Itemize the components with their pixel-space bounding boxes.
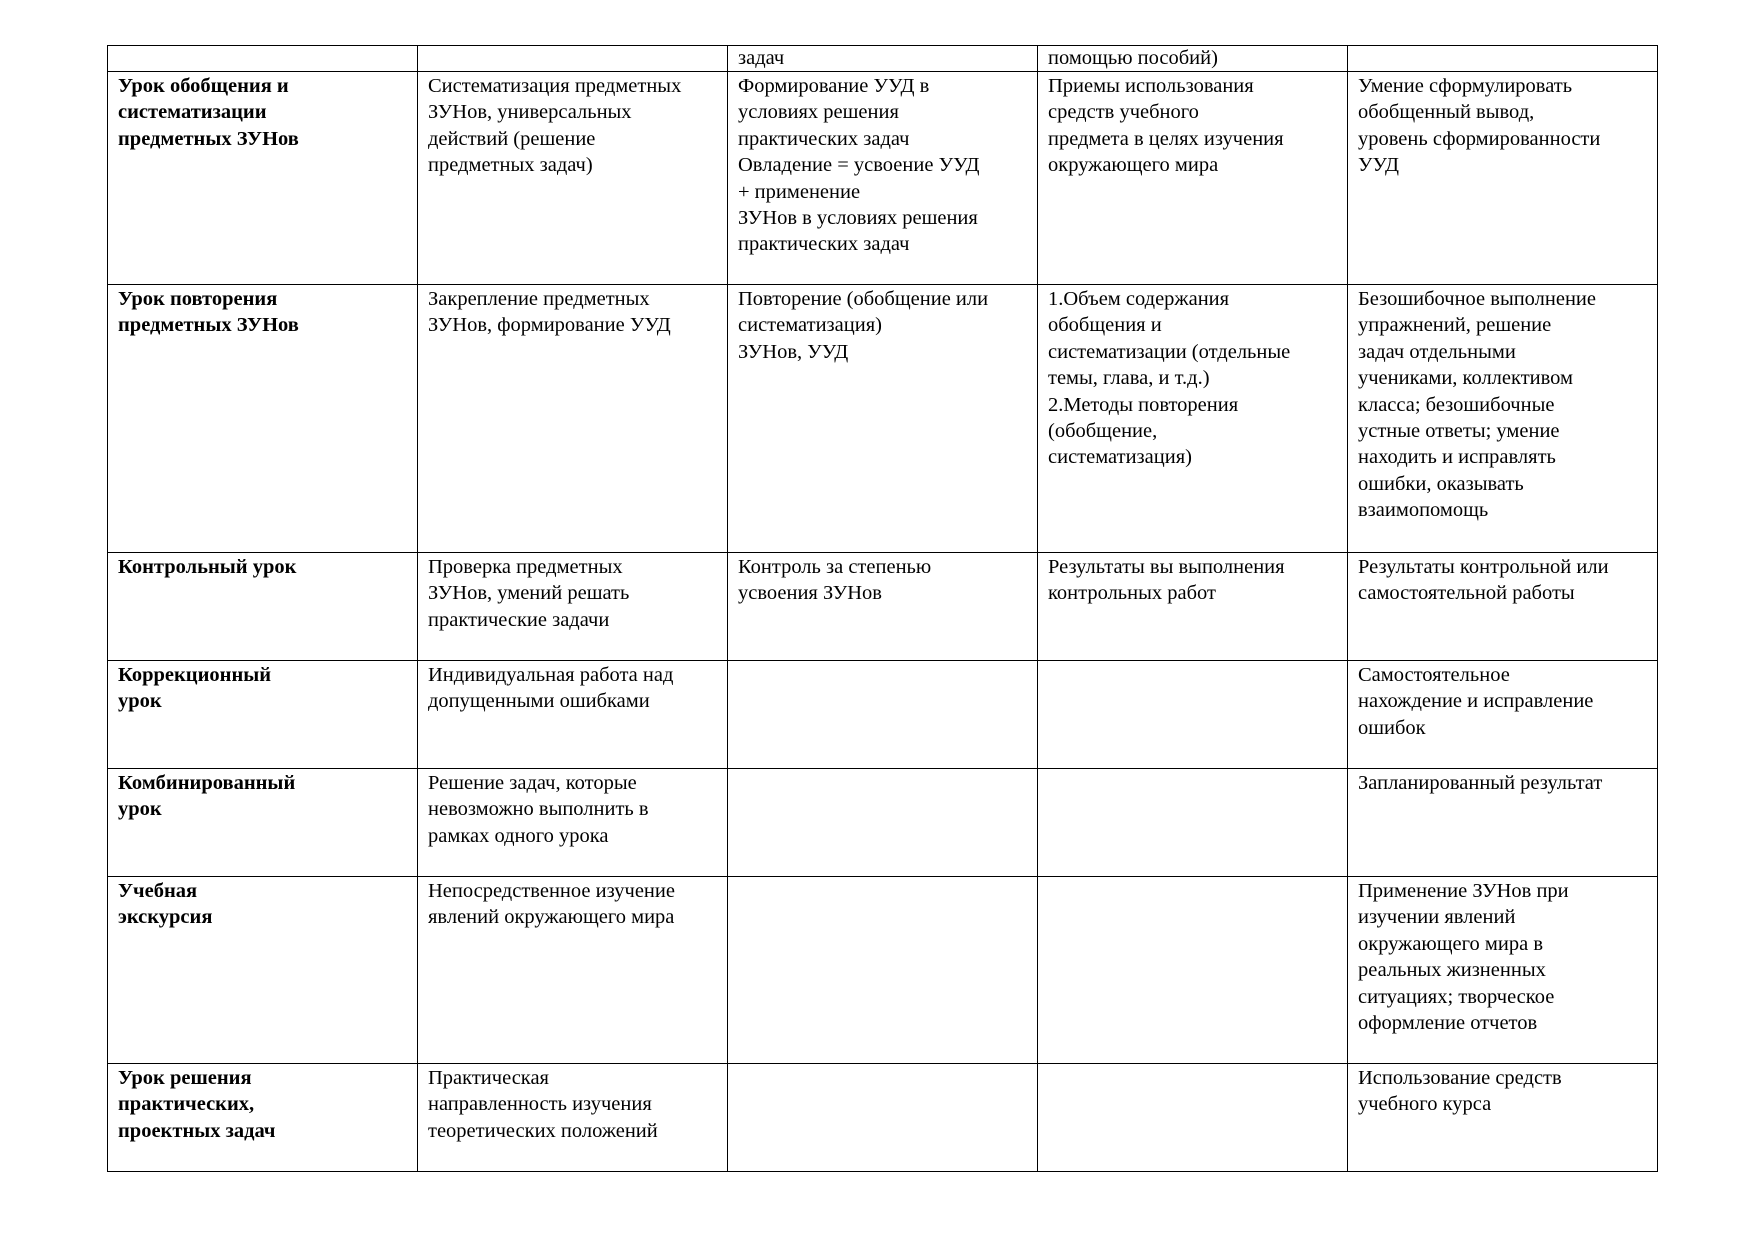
table-row [108, 553, 1658, 661]
cell-result: Результаты контрольной или самостоятельной работы [1348, 553, 1658, 661]
cell-goal: Проверка предметных ЗУНов, умений решать практические задачи [418, 553, 728, 661]
cell-content: Контроль за степенью усвоения ЗУНов [728, 553, 1038, 661]
cell-lesson-type: Контрольный урок [108, 553, 418, 661]
cell-methods [1038, 661, 1348, 769]
cell-content: Формирование УУД в условиях решения практических задач Овладение = усвоение УУД + применение ЗУНов в условиях решения практических задач [728, 72, 1038, 285]
cell-result: Умение сформулировать обобщенный вывод, уровень сформированности УУД [1348, 72, 1658, 285]
cell-result: Применение ЗУНов при изучении явлений окружающего мира в реальных жизненных ситуациях; творческое оформление отчетов [1348, 877, 1658, 1064]
table-row [108, 877, 1658, 1064]
cell-methods [1038, 1064, 1348, 1172]
cell-content: задач [728, 46, 1038, 72]
table-row [108, 661, 1658, 769]
table-row [108, 1064, 1658, 1172]
cell-content: Повторение (обобщение или систематизация) ЗУНов, УУД [728, 285, 1038, 553]
table-row [108, 72, 1658, 285]
cell-content [728, 1064, 1038, 1172]
cell-lesson-type: Комбинированный урок [108, 769, 418, 877]
cell-goal: Решение задач, которые невозможно выполнить в рамках одного урока [418, 769, 728, 877]
cell-content [728, 769, 1038, 877]
cell-lesson-type: Урок обобщения и систематизации предметных ЗУНов [108, 72, 418, 285]
cell-lesson-type: Урок повторения предметных ЗУНов [108, 285, 418, 553]
cell-lesson-type: Учебная экскурсия [108, 877, 418, 1064]
cell-methods: Результаты вы выполнения контрольных работ [1038, 553, 1348, 661]
cell-result: Безошибочное выполнение упражнений, решение задач отдельными учениками, коллективом класса; безошибочные устные ответы; умение находить и исправлять ошибки, оказывать взаимопомощь [1348, 285, 1658, 553]
cell-goal: Практическая направленность изучения теоретических положений [418, 1064, 728, 1172]
cell-goal: Индивидуальная работа над допущенными ошибками [418, 661, 728, 769]
table-row [108, 769, 1658, 877]
cell-goal: Систематизация предметных ЗУНов, универсальных действий (решение предметных задач) [418, 72, 728, 285]
cell-methods: Приемы использования средств учебного предмета в целях изучения окружающего мира [1038, 72, 1348, 285]
cell-goal [418, 46, 728, 72]
table-row-continuation [108, 46, 1658, 72]
cell-goal: Непосредственное изучение явлений окружающего мира [418, 877, 728, 1064]
cell-result: Запланированный результат [1348, 769, 1658, 877]
cell-methods: 1.Объем содержания обобщения и систематизации (отдельные темы, глава, и т.д.) 2.Методы повторения (обобщение, систематизация) [1038, 285, 1348, 553]
cell-goal: Закрепление предметных ЗУНов, формирование УУД [418, 285, 728, 553]
cell-content [728, 661, 1038, 769]
cell-result: Использование средств учебного курса [1348, 1064, 1658, 1172]
cell-result: Самостоятельное нахождение и исправление ошибок [1348, 661, 1658, 769]
cell-lesson-type: Урок решения практических, проектных задач [108, 1064, 418, 1172]
cell-lesson-type [108, 46, 418, 72]
table-row [108, 285, 1658, 553]
cell-lesson-type: Коррекционный урок [108, 661, 418, 769]
cell-result [1348, 46, 1658, 72]
cell-methods: помощью пособий) [1038, 46, 1348, 72]
cell-methods [1038, 877, 1348, 1064]
cell-content [728, 877, 1038, 1064]
lesson-types-table [107, 45, 1658, 1172]
cell-methods [1038, 769, 1348, 877]
